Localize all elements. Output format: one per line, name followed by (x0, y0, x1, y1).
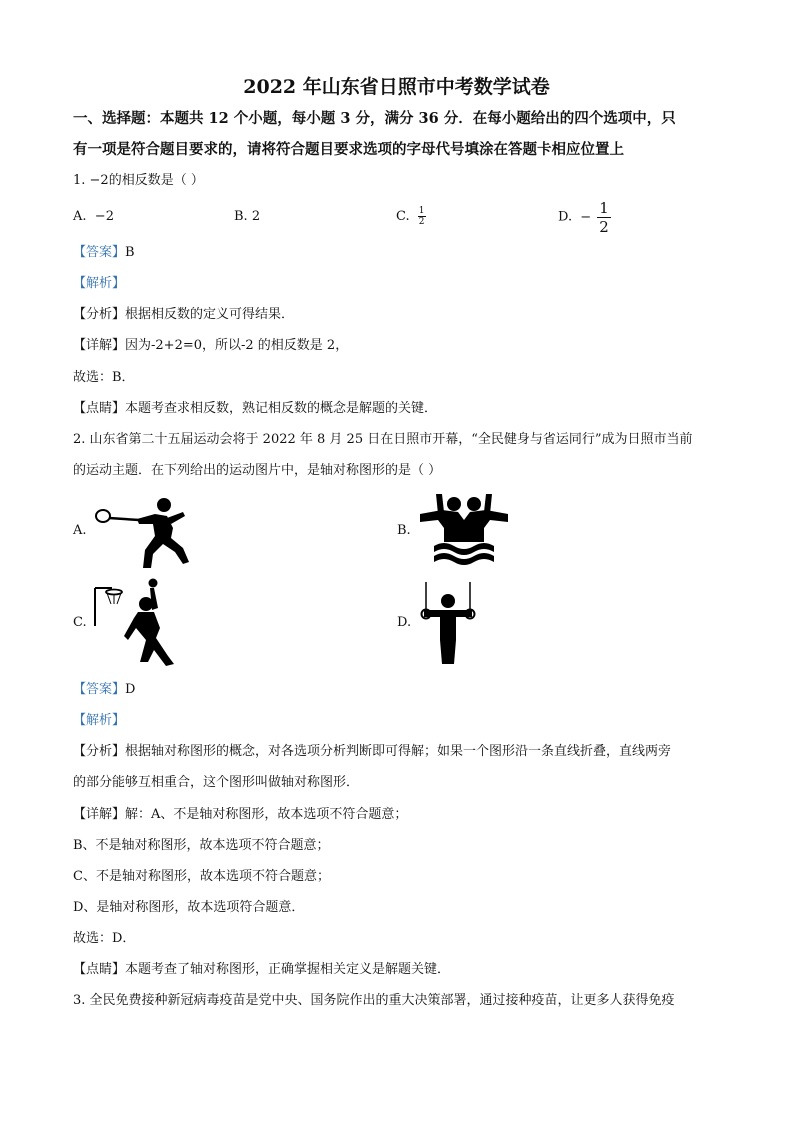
q1-choice: 故选：B． (73, 370, 135, 385)
q1-option-d-sign: − (580, 209, 592, 225)
q2-choice: 故选：D． (73, 931, 136, 946)
q1-fenxi-tag: 【分析】 (73, 307, 126, 322)
q2-option-a-label: A. (73, 523, 87, 538)
q1-fenxi-text: 根据相反数的定义可得结果． (125, 307, 295, 322)
q1-option-d (558, 199, 611, 236)
q2-fenxi-text-1: 根据轴对称图形的概念，对各选项分析判断即可得解；如果一个图形沿一条直线折叠，直线两旁 (125, 744, 672, 759)
page-title: 2022 年山东省日照市中考数学试卷 (243, 76, 550, 98)
q1-option-c-label: C. (396, 209, 410, 224)
q1-option-d-label: D. (558, 209, 573, 225)
q1-option-b-value: 2 (251, 209, 261, 224)
q1-option-a-label: A. (73, 209, 87, 224)
q2-answer (73, 681, 135, 699)
badminton-player-icon (93, 492, 193, 570)
rings-gymnast-icon (418, 580, 478, 666)
q2-option-d-label: D. (397, 615, 412, 630)
q1-option-b-label: B. (234, 209, 248, 224)
q2-answer-value: D (125, 682, 136, 697)
q2-answer-tag: 【答案】 (73, 682, 126, 697)
q2-xiangjie-tag: 【详解】 (73, 807, 126, 822)
q1-option-c-denominator: 2 (418, 217, 425, 227)
q2-fenxi-tag: 【分析】 (73, 744, 126, 759)
q2-option-b-label: B. (397, 523, 411, 538)
q1-fenxi (73, 306, 294, 324)
q2-dianjing (73, 961, 450, 979)
q1-answer-tag: 【答案】 (73, 245, 126, 260)
q2-fenxi-line-2: 的部分能够互相重合，这个图形叫做轴对称图形． (73, 775, 360, 790)
q1-option-a (73, 208, 114, 226)
q1-analysis-heading (73, 275, 125, 293)
q1-option-b (234, 208, 260, 226)
q2-stem-line-2: 的运动主题．在下列给出的运动图片中，是轴对称图形的是（ ） (73, 463, 442, 478)
q1-xiangjie-text: 因为-2+2=0，所以-2 的相反数是 2， (125, 338, 349, 353)
q1-option-d-fraction (597, 199, 611, 236)
q1-option-d-denominator: 2 (599, 218, 609, 236)
q3-stem-line-1: 3. 全民免费接种新冠病毒疫苗是党中央、国务院作出的重大决策部署，通过接种疫苗，让更多人获得免疫 (73, 993, 675, 1008)
q2-analysis-heading (73, 712, 125, 730)
section-heading-line-2: 有一项是符合题目要求的，请将符合题目要求选项的字母代号填涂在答题卡相应位置上 (73, 141, 624, 158)
q2-dianjing-tag: 【点睛】 (73, 962, 126, 977)
q1-option-c-numerator: 1 (418, 206, 425, 216)
q1-dianjing (73, 400, 437, 418)
q1-option-d-numerator: 1 (599, 199, 609, 217)
q2-line-b: B、不是轴对称图形，故本选项不符合题意； (73, 838, 330, 853)
q1-option-c-fraction (418, 206, 426, 227)
q2-option-c-label: C. (73, 615, 87, 630)
q2-line-c: C、不是轴对称图形，故本选项不符合题意； (73, 869, 330, 884)
q1-analysis-tag: 【解析】 (73, 276, 126, 291)
q1-dianjing-text: 本题考查求相反数，熟记相反数的概念是解题的关键． (125, 401, 438, 416)
q1-dianjing-tag: 【点睛】 (73, 401, 126, 416)
q1-stem: 1. −2的相反数是（ ） (73, 173, 204, 188)
q1-option-c (396, 206, 426, 227)
q2-xiangjie-text: 解：A、不是轴对称图形，故本选项不符合题意； (125, 807, 408, 822)
q2-stem-line-1: 2. 山东省第二十五届运动会将于 2022 年 8 月 25 日在日照市开幕，“全民健身与省运同行”成为日照市当前 (73, 432, 693, 447)
q2-analysis-tag: 【解析】 (73, 713, 126, 728)
synchronized-swimming-icon (418, 490, 510, 568)
q2-fenxi-line-1 (73, 743, 671, 761)
q2-dianjing-text: 本题考查了轴对称图形，正确掌握相关定义是解题关键． (125, 962, 451, 977)
q2-xiangjie (73, 806, 407, 824)
basketball-player-icon (92, 578, 182, 668)
q1-option-a-value: −2 (94, 209, 114, 224)
section-heading-line-1: 一、选择题：本题共 12 个小题，每小题 3 分，满分 36 分．在每小题给出的四个选项中，只 (73, 110, 676, 127)
q2-line-d: D、是轴对称图形，故本选项符合题意． (73, 900, 305, 915)
q1-answer (73, 244, 135, 262)
q1-answer-value: B (125, 245, 135, 260)
q1-xiangjie (73, 337, 348, 355)
q1-xiangjie-tag: 【详解】 (73, 338, 126, 353)
